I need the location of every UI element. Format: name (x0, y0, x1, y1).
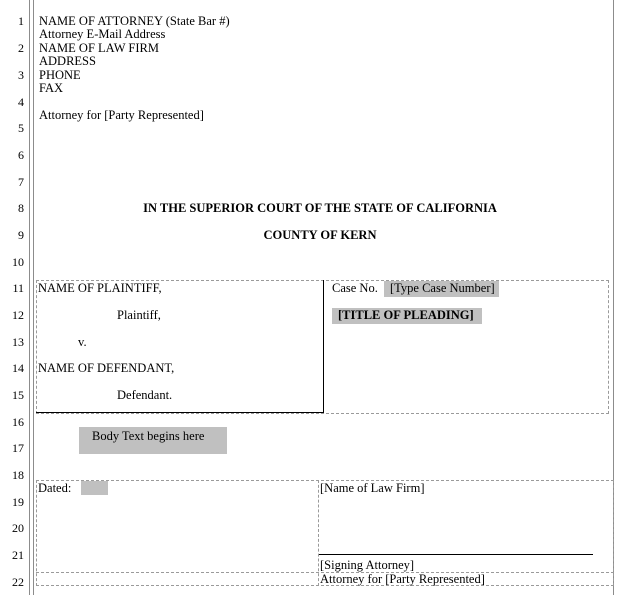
signature-line (319, 554, 593, 555)
attorney-name[interactable]: NAME OF ATTORNEY (State Bar #) (39, 14, 230, 28)
plaintiff-role: Plaintiff, (117, 308, 161, 322)
date-field[interactable] (81, 481, 108, 495)
line-number: 21 (12, 548, 24, 562)
court-county: COUNTY OF KERN (263, 228, 377, 242)
caption-left-bottom-rule (36, 412, 324, 413)
firm-address[interactable]: ADDRESS (39, 54, 96, 68)
body-text-placeholder[interactable] (79, 427, 227, 454)
left-margin-rule-inner (33, 0, 34, 595)
court-title: IN THE SUPERIOR COURT OF THE STATE OF CALIFORNIA (143, 201, 497, 215)
signature-column-divider (318, 480, 319, 586)
line-number: 18 (12, 468, 24, 482)
line-number: 11 (12, 281, 24, 295)
line-number: 9 (18, 228, 24, 242)
law-firm-name[interactable]: NAME OF LAW FIRM (39, 41, 159, 55)
line-number: 2 (18, 41, 24, 55)
left-margin-rule-outer (29, 0, 30, 595)
pleading-title-field[interactable]: [TITLE OF PLEADING] (332, 308, 482, 324)
line-number: 1 (18, 14, 24, 28)
attorney-email[interactable]: Attorney E-Mail Address (39, 27, 166, 41)
line-number: 10 (12, 255, 24, 269)
line-number: 20 (12, 521, 24, 535)
dated-label: Dated: (38, 481, 72, 495)
line-number: 4 (18, 95, 24, 109)
line-number: 12 (12, 308, 24, 322)
line-number: 5 (18, 121, 24, 135)
signature-firm-name[interactable]: [Name of Law Firm] (320, 481, 425, 495)
firm-fax[interactable]: FAX (39, 81, 64, 95)
case-number-label: Case No. (332, 281, 378, 295)
body-text-label: Body Text begins here (92, 429, 205, 443)
attorney-for-party[interactable]: Attorney for [Party Represented] (39, 108, 204, 122)
signature-attorney-for[interactable]: Attorney for [Party Represented] (320, 572, 485, 586)
firm-phone[interactable]: PHONE (39, 68, 81, 82)
line-number: 6 (18, 148, 24, 162)
line-number: 22 (12, 575, 24, 589)
line-number: 17 (12, 441, 24, 455)
plaintiff-name[interactable]: NAME OF PLAINTIFF, (38, 281, 162, 295)
line-number: 14 (12, 361, 24, 375)
line-number: 3 (18, 68, 24, 82)
line-number: 7 (18, 175, 24, 189)
defendant-role: Defendant. (117, 388, 173, 402)
line-number: 16 (12, 415, 24, 429)
line-number: 19 (12, 495, 24, 509)
versus-label: v. (78, 335, 87, 349)
defendant-name[interactable]: NAME OF DEFENDANT, (38, 361, 175, 375)
signing-attorney[interactable]: [Signing Attorney] (320, 558, 415, 572)
line-number: 15 (12, 388, 24, 402)
case-number-field[interactable]: [Type Case Number] (384, 281, 499, 297)
line-number: 8 (18, 201, 24, 215)
line-number: 13 (12, 335, 24, 349)
caption-center-rule (323, 280, 324, 413)
